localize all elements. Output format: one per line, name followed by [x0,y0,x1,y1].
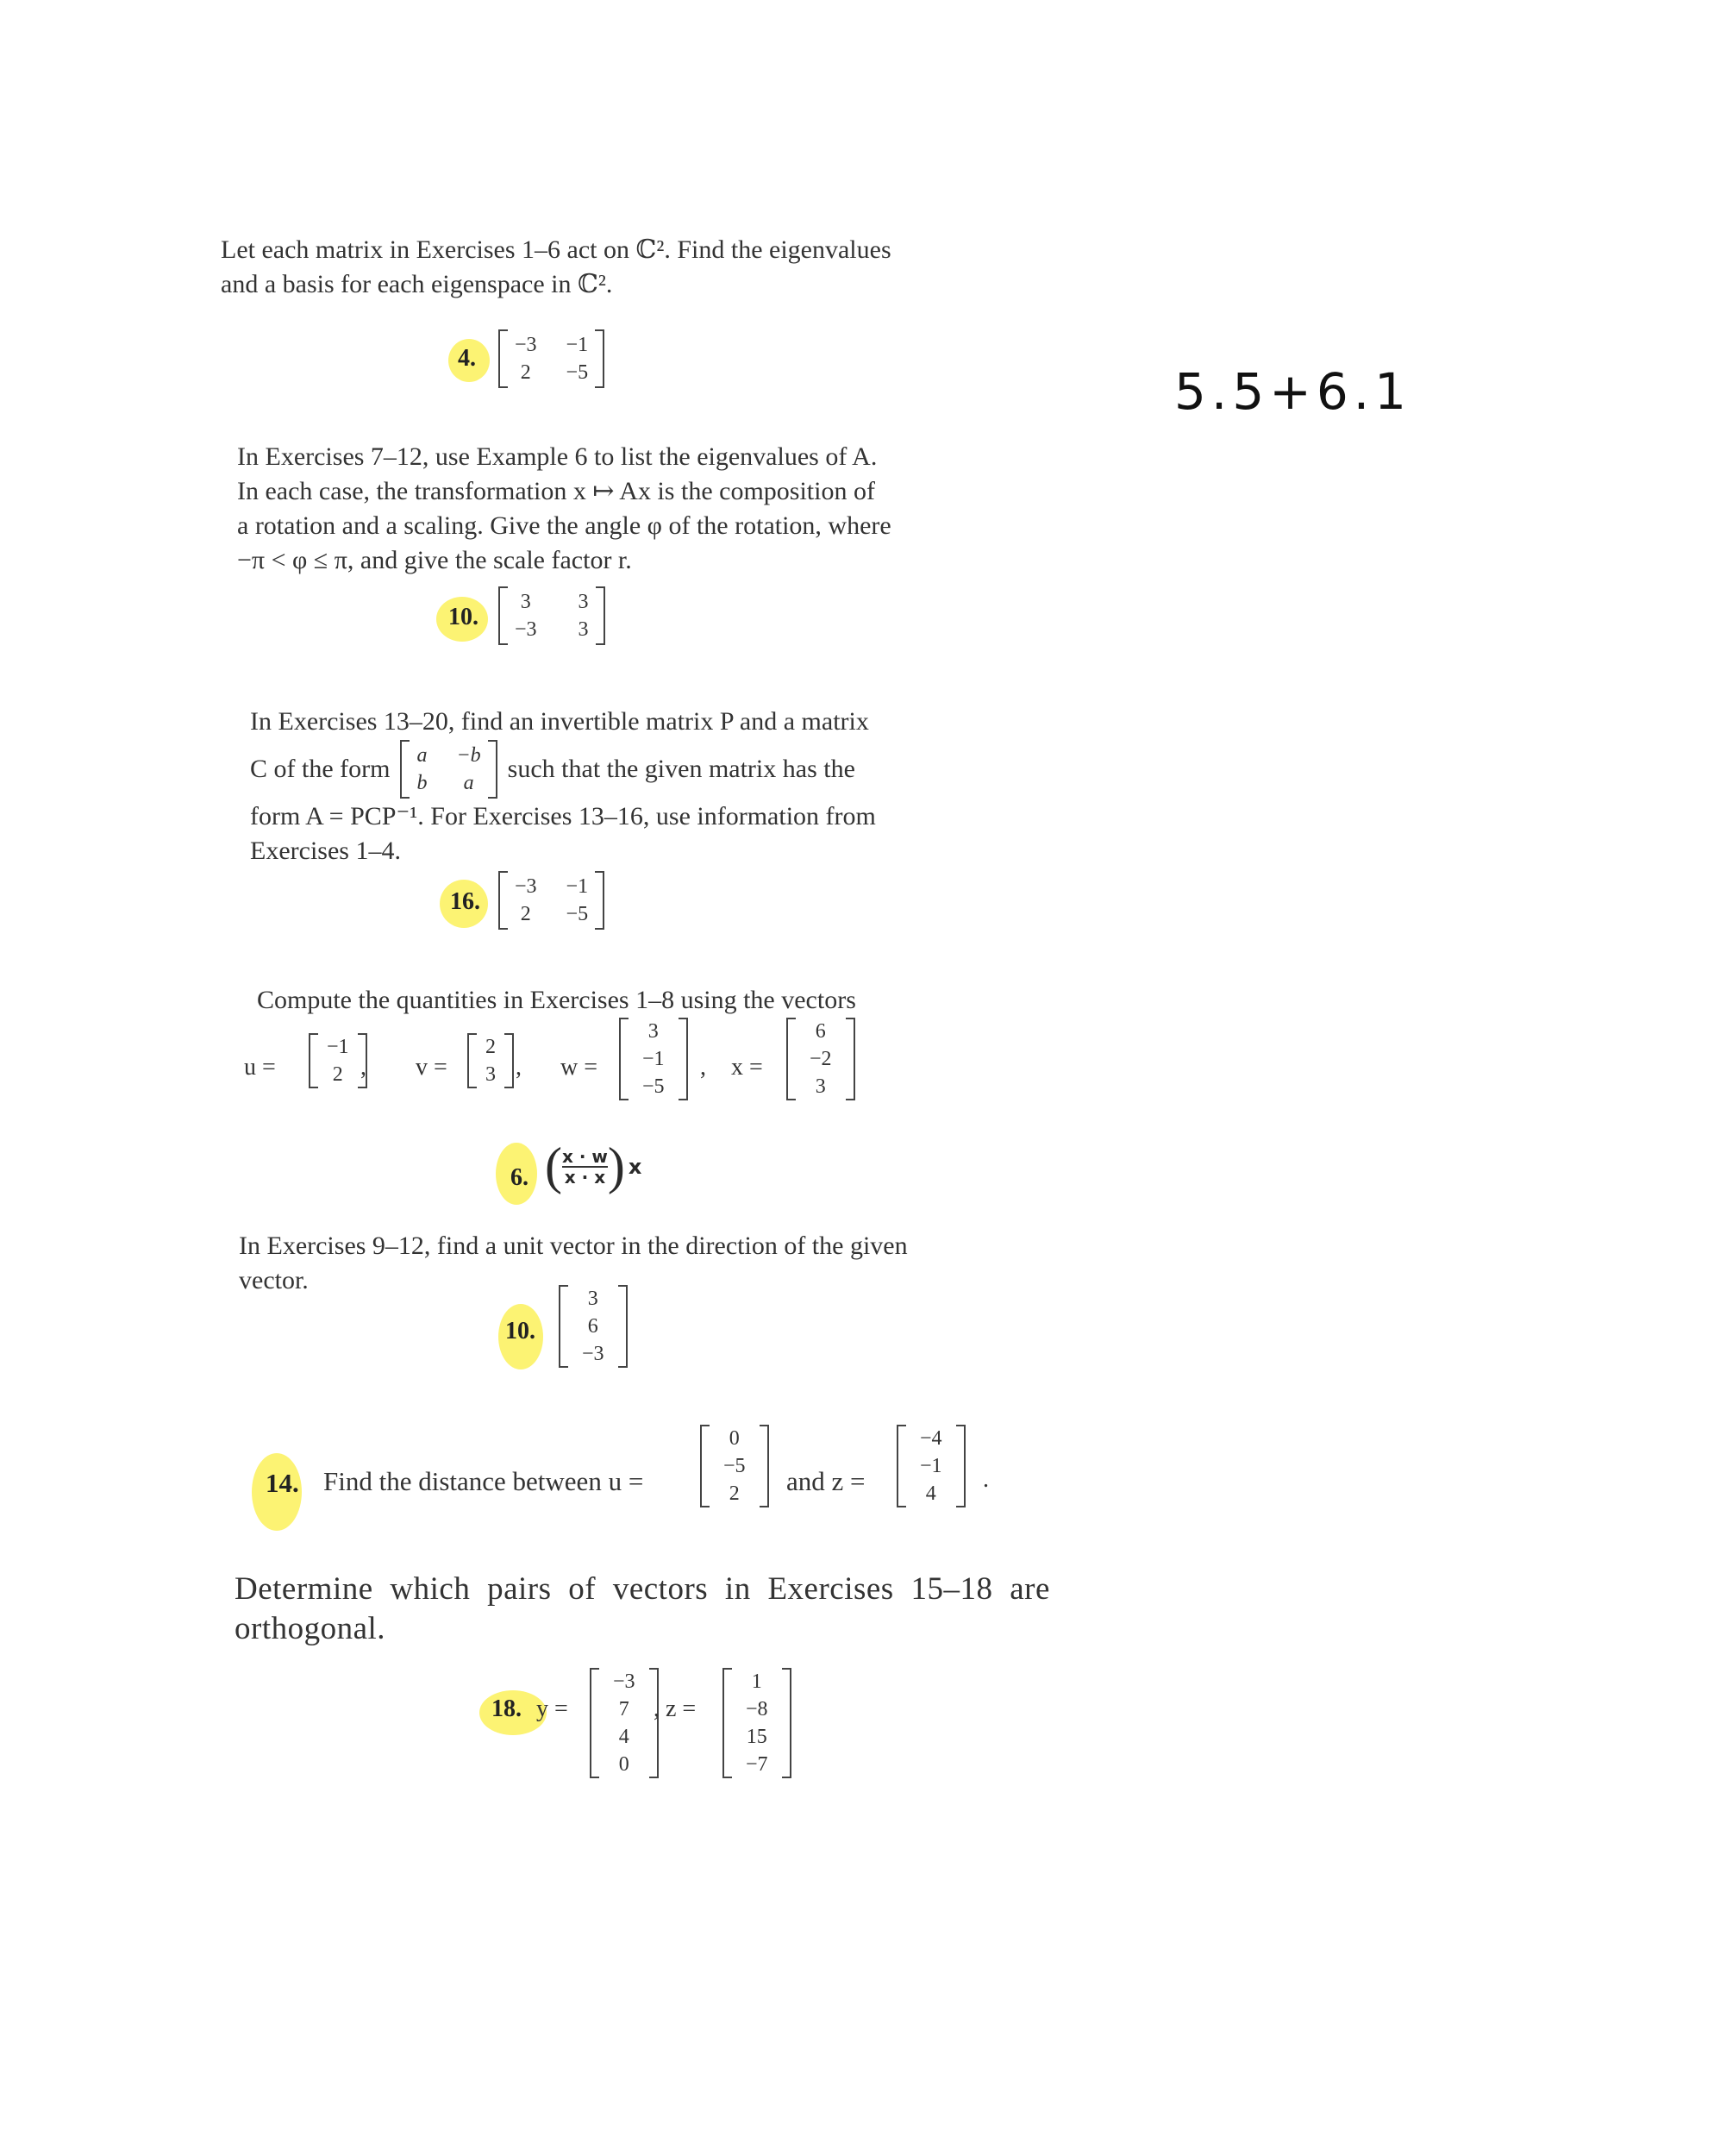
section-eigen-complex [221,233,891,302]
y-label: y = [536,1695,568,1722]
frac-numerator: x · w [561,1145,608,1167]
s4-line1: Compute the quantities in Exercises 1–8 using the vectors [257,986,856,1014]
w-label: w = [560,1054,598,1081]
x-label: x = [731,1054,763,1081]
section-pcp [250,705,940,868]
section-orthogonal [235,1570,1050,1649]
s3-line1: In Exercises 13–20, find an invertible matrix P and a matrix [250,707,869,736]
handwritten-note: 5.5+6.1 [1174,362,1412,421]
s2-line2: In each case, the transformation x ↦ Ax is the composition of [237,477,875,505]
projection-expression: ( $\frac{x \cdot w}{x \cdot x}$ ) x [545,1138,642,1194]
vector-y: −3 7 4 0 [590,1668,659,1778]
frac-denominator: x · x [564,1166,606,1188]
u-label: u = [244,1054,276,1081]
and-z-label: and z = [786,1466,866,1496]
vector-z-ex14: −4 −1 4 [897,1425,966,1507]
z-label: , z = [654,1695,697,1722]
vector-z: 1 −8 15 −7 [722,1668,791,1778]
s3-line4: Exercises 1–4. [250,837,401,865]
comma: , [700,1054,706,1081]
s3-line2b: such that the given matrix has the [507,755,855,783]
section-rotation-scaling [237,440,891,578]
exercise-number-14: 14. [266,1468,299,1498]
exercise-number-10b: 10. [505,1318,535,1344]
s2-line3: a rotation and a scaling. Give the angle φ of the rotation, where [237,511,891,540]
period: . [983,1466,989,1493]
s3-line2a: C of the form [250,755,391,783]
vector-x: 6 −2 3 [786,1018,855,1100]
vector-u-ex14: 0 −5 2 [700,1425,769,1507]
s6-text: Find the distance between u = [323,1466,644,1496]
frac-tail: x [628,1154,642,1179]
exercise-number-10: 10. [448,604,478,630]
s5-line1: In Exercises 9–12, find a unit vector in the direction of the given [239,1232,908,1260]
s7-line1: Determine which pairs of vectors in Exercises 15–18 are [235,1571,1050,1607]
exercise-number-18: 18. [491,1695,522,1722]
vector-ex10: 3 6 −3 [559,1285,628,1368]
s3-line3: form A = PCP⁻¹. For Exercises 13–16, use information from [250,802,876,830]
vector-v: 2 3 [467,1033,514,1088]
comma: , [516,1054,522,1081]
s1-line2: and a basis for each eigenspace in ℂ². [221,270,613,298]
s1-line1: Let each matrix in Exercises 1–6 act on ℂ². Find the eigenvalues [221,235,891,264]
s7-line2: orthogonal. [235,1611,386,1646]
comma: , [360,1054,366,1081]
s5-line2: vector. [239,1266,309,1294]
s2-line1: In Exercises 7–12, use Example 6 to list the eigenvalues of A. [237,442,878,471]
v-label: v = [416,1054,447,1081]
matrix-ex10: 3 3 −3 3 [498,586,605,645]
matrix-ex4: −3 −1 2 −5 [498,329,604,388]
form-matrix: a −b b a [400,740,497,799]
s2-line4: −π < φ ≤ π, and give the scale factor r. [237,546,632,574]
exercise-number-16: 16. [450,888,480,915]
exercise-number-4: 4. [458,345,476,372]
exercise-number-6: 6. [510,1164,529,1191]
vector-u: −1 2 [309,1033,367,1088]
matrix-ex16: −3 −1 2 −5 [498,871,604,930]
vector-w: 3 −1 −5 [619,1018,688,1100]
